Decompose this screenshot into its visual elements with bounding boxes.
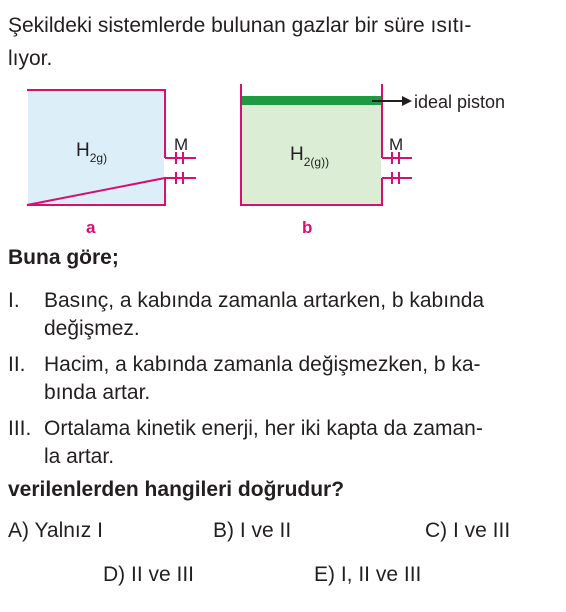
statement-3-number: III. [8, 417, 32, 440]
caption-b: b [302, 218, 313, 237]
gas-containers-figure [0, 0, 566, 250]
valve-b [382, 152, 412, 184]
caption-a: a [86, 218, 96, 237]
statement-1-line-2: değişmez. [44, 317, 140, 340]
valve-a [165, 152, 196, 184]
piston-arrow-head [402, 96, 412, 106]
option-d[interactable]: D) II ve III [103, 563, 195, 586]
question-line-1: Şekildeki sistemlerde bulunan gazlar bir süre ısıtı- [8, 14, 472, 37]
statement-1-number: I. [8, 289, 20, 312]
question-line-2: lıyor. [8, 47, 53, 70]
statement-3-line-1: Ortalama kinetik enerji, her iki kapta da zaman- [44, 417, 483, 440]
valve-b-label: M [389, 135, 404, 154]
option-b[interactable]: B) I ve II [213, 519, 292, 542]
container-a [27, 90, 196, 237]
gas-b-label: $H_{2(g))}$ [290, 144, 330, 169]
option-e[interactable]: E) I, II ve III [314, 563, 422, 586]
question-ask: verilenlerden hangileri doğrudur? [8, 478, 345, 501]
statement-2-line-1: Hacim, a kabında zamanla değişmezken, b ka- [44, 353, 481, 376]
valve-a-label: M [174, 135, 189, 154]
piston-label: ideal piston [414, 92, 506, 112]
container-a-gas [28, 90, 164, 204]
container-b [241, 84, 505, 237]
prompt-heading: Buna göre; [8, 246, 119, 269]
statement-3-line-2: la artar. [44, 445, 115, 468]
option-c[interactable]: C) I ve III [425, 519, 511, 542]
ideal-piston [242, 96, 381, 105]
statement-2-number: II. [8, 353, 26, 376]
gas-a-label: $H_{2g)}$ [76, 140, 108, 165]
statement-1-line-1: Basınç, a kabında zamanla artarken, b kabında [44, 289, 485, 312]
statement-2-line-2: bında artar. [44, 381, 151, 404]
option-a[interactable]: A) Yalnız I [8, 519, 103, 542]
